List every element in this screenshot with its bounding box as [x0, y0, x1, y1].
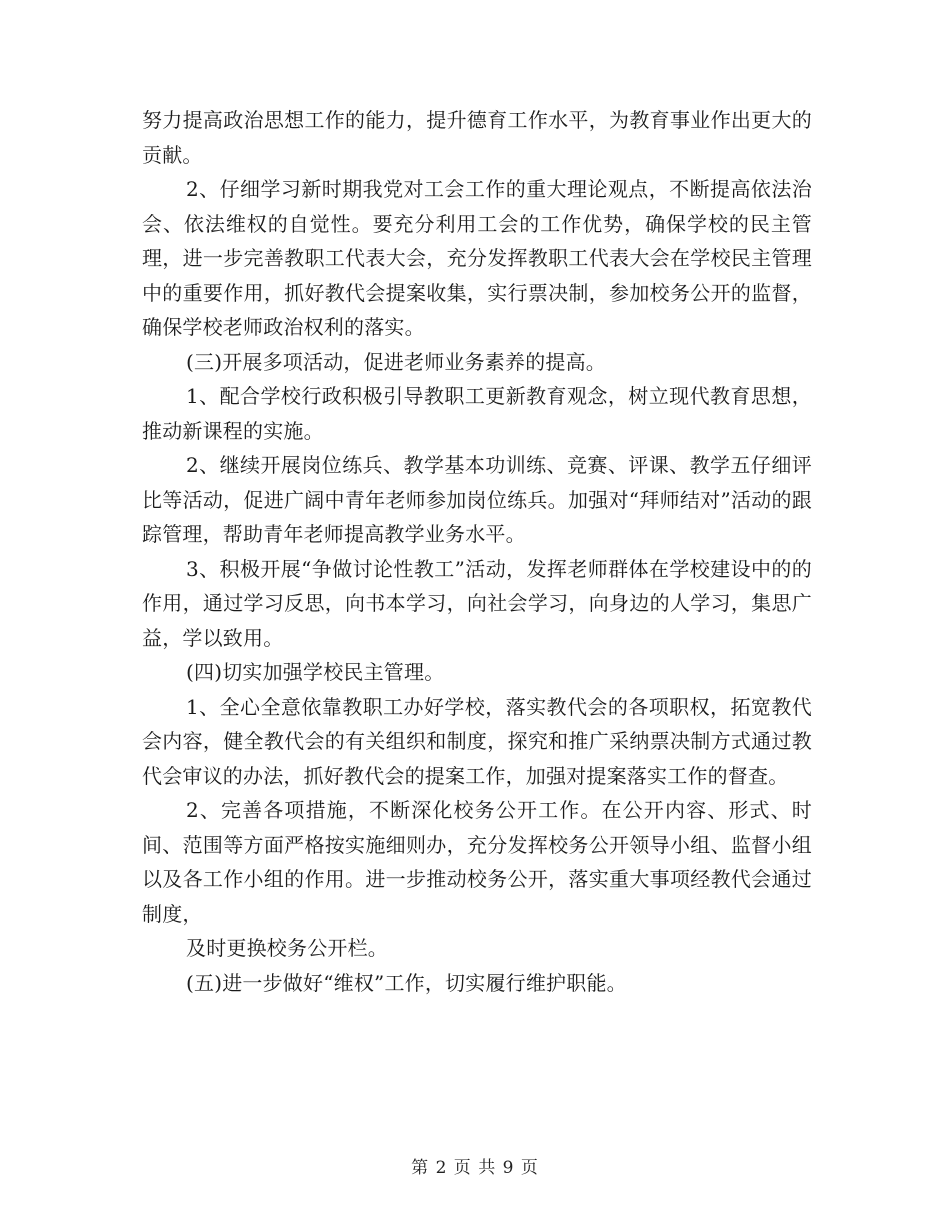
paragraph: 1、全心全意依靠教职工办好学校，落实教代会的各项职权，拓宽教代会内容，健全教代会的有关组织和制度，探究和推广采纳票决制方式通过教代会审议的办法，抓好教代会的提案工作，加强对提案落实工作的督查。: [142, 694, 812, 788]
paragraph: 及时更换校务公开栏。: [186, 936, 388, 960]
section-heading: (四)切实加强学校民主管理。: [186, 660, 445, 684]
paragraph: 1、配合学校行政积极引导教职工更新教育观念，树立现代教育思想，推动新课程的实施。: [142, 384, 812, 443]
paragraph: 3、积极开展“争做讨论性教工”活动，发挥老师群体在学校建设中的的作用，通过学习反思，向书本学习，向社会学习，向身边的人学习，集思广益，学以致用。: [142, 556, 812, 650]
paragraph: 2、继续开展岗位练兵、教学基本功训练、竞赛、评课、教学五仔细评比等活动，促进广阔中青年老师参加岗位练兵。加强对“拜师结对”活动的跟踪管理，帮助青年老师提高教学业务水平。: [142, 453, 812, 546]
paragraph: 2、仔细学习新时期我党对工会工作的重大理论观点，不断提高依法治会、依法维权的自觉性。要充分利用工会的工作优势，确保学校的民主管理，进一步完善教职工代表大会，充分发挥教职工代表大会在学校民主管理中的重要作用，抓好教代会提案收集，实行票决制，参加校务公开的监督，确保学校老师政治权利的落实。: [142, 177, 812, 339]
page-number-footer: 第 2 页 共 9 页: [411, 1158, 539, 1178]
paragraph: 努力提高政治思想工作的能力，提升德育工作水平，为教育事业作出更大的贡献。: [142, 108, 812, 167]
section-heading: (三)开展多项活动，促进老师业务素养的提高。: [186, 349, 607, 374]
paragraph: 2、完善各项措施，不断深化校务公开工作。在公开内容、形式、时间、范围等方面严格按实施细则办，充分发挥校务公开领导小组、监督小组以及各工作小组的作用。进一步推动校务公开，落实重大事项经教代会通过制度，: [142, 798, 812, 926]
section-heading: (五)进一步做好“维权”工作，切实履行维护职能。: [186, 970, 627, 995]
document-body: [142, 103, 812, 1000]
